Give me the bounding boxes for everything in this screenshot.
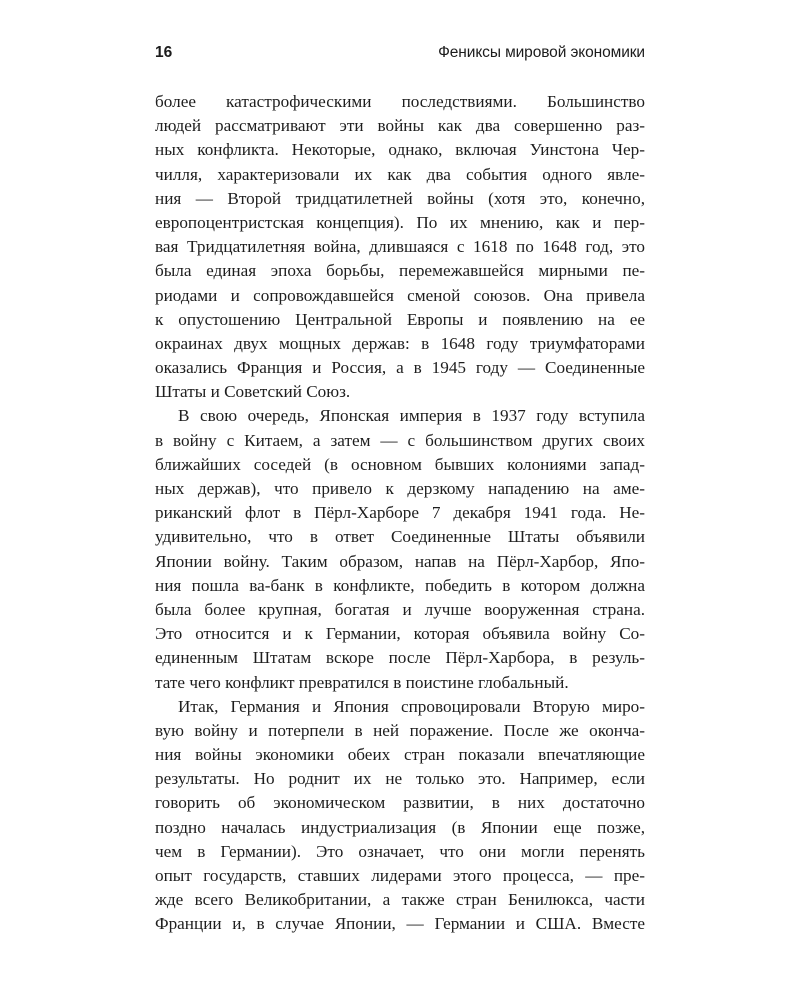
text-line: в войну с Китаем, а затем — с большинством других своих bbox=[155, 430, 645, 450]
body-text bbox=[155, 90, 645, 937]
text-line: окраинах двух мощных держав: в 1648 году триумфаторами bbox=[155, 333, 645, 353]
text-line: ных держав), что привело к дерзкому нападению на аме- bbox=[155, 479, 645, 498]
text-line: Франции и, в случае Японии, — Германии и США. Вместе bbox=[155, 914, 645, 934]
text-line: была единая эпоха борьбы, перемежавшейся мирными пе- bbox=[155, 261, 645, 281]
text-line: вая Тридцатилетняя война, длившаяся с 1618 по 1648 год, это bbox=[155, 237, 645, 257]
running-header bbox=[155, 44, 645, 68]
text-line: В свою очередь, Японская империя в 1937 году вступила bbox=[178, 406, 645, 426]
text-line: результаты. Но роднит их не только это. Например, если bbox=[155, 769, 645, 789]
text-line: удивительно, что в ответ Соединенные Штаты объявили bbox=[155, 527, 645, 547]
text-line: риодами и сопровождавшейся сменой союзов. Она привела bbox=[155, 285, 645, 305]
text-line: Штаты и Советский Союз. bbox=[155, 382, 351, 402]
text-line: ния войны экономики обеих стран показали впечатляющие bbox=[155, 745, 645, 765]
text-line: единенным Штатам вскоре после Пёрл-Харбора, в резуль- bbox=[155, 648, 645, 668]
text-line: ния пошла ва-банк в конфликте, победить в котором должна bbox=[155, 575, 645, 595]
text-line: поздно началась индустриализация (в Японии еще позже, bbox=[155, 817, 645, 837]
text-line: опыт государств, ставших лидерами этого процесса, — пре- bbox=[155, 866, 645, 885]
text-line: ных конфликта. Некоторые, однако, включая Уинстона Чер- bbox=[155, 140, 645, 160]
text-line: оказались Франция и Россия, а в 1945 году — Соединенные bbox=[155, 358, 645, 378]
text-line: чилля, характеризовали их как два события одного явле- bbox=[155, 164, 645, 184]
page-number: 16 bbox=[155, 44, 173, 61]
text-line: тате чего конфликт превратился в поистине глобальный. bbox=[155, 672, 569, 692]
text-line: ния — Второй тридцатилетней войны (хотя это, конечно, bbox=[155, 188, 645, 208]
text-line: говорить об экономическом развитии, в них достаточно bbox=[155, 793, 645, 813]
text-line: была более крупная, богатая и лучше вооруженная страна. bbox=[155, 599, 645, 619]
text-line: ближайших соседей (в основном бывших колониями запад- bbox=[155, 454, 645, 474]
text-line: чем в Германии). Это означает, что они могли перенять bbox=[155, 841, 645, 861]
text-line: риканский флот в Пёрл-Харборе 7 декабря 1941 года. Не- bbox=[155, 503, 645, 523]
book-title: Фениксы мировой экономики bbox=[438, 44, 645, 61]
text-line: вую войну и потерпели в ней поражение. После же оконча- bbox=[155, 720, 645, 740]
text-line: людей рассматривают эти войны как два совершенно раз- bbox=[155, 116, 645, 136]
text-line: более катастрофическими последствиями. Большинство bbox=[155, 92, 645, 111]
text-line: Это относится и к Германии, которая объявила войну Со- bbox=[155, 624, 645, 644]
text-line: европоцентристская концепция). По их мнению, как и пер- bbox=[155, 212, 645, 232]
text-line: к опустошению Центральной Европы и появлению на ее bbox=[155, 309, 645, 329]
text-line: жде всего Великобритании, а также стран Бенилюкса, части bbox=[155, 890, 645, 910]
text-line: Итак, Германия и Япония спровоцировали Вторую миро- bbox=[178, 696, 645, 716]
text-line: Японии войну. Таким образом, напав на Пёрл-Харбор, Япо- bbox=[155, 551, 645, 571]
